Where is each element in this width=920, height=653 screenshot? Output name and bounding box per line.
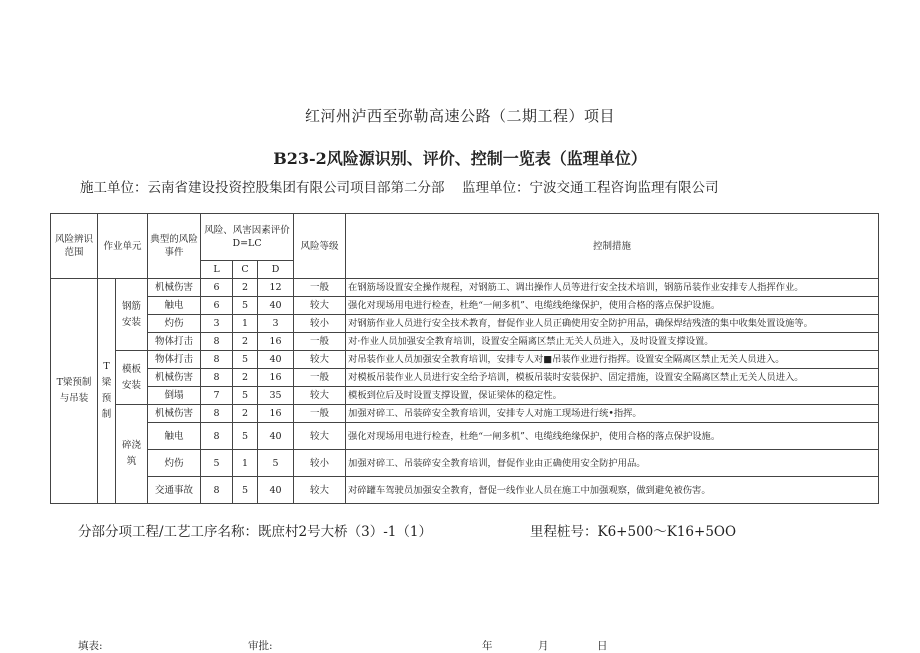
mileage-number: 里程桩号：K6+500～K16+5OO <box>530 524 737 540</box>
l-cell: 3 <box>201 315 233 333</box>
measure-cell: 对钢筋作业人员进行安全技术教育，督促作业人员正确使用安全防护用品，确保焊结残渣的集中收集处置设施等。 <box>346 315 879 333</box>
c-cell: 5 <box>233 297 258 315</box>
d-cell: 35 <box>258 387 294 405</box>
event-cell: 倒塌 <box>148 387 201 405</box>
l-cell: 6 <box>201 297 233 315</box>
d-cell: 12 <box>258 279 294 297</box>
header-level: 风险等级 <box>294 214 346 279</box>
l-cell: 5 <box>201 450 233 477</box>
l-cell: 8 <box>201 333 233 351</box>
table-header-row <box>51 214 879 261</box>
subproject-name: 分部分项工程/工艺工序名称：既庶村2号大桥（3）-1（1） <box>78 524 432 540</box>
l-cell: 7 <box>201 387 233 405</box>
scope-cell: T梁预制与吊装 <box>51 279 98 504</box>
level-cell: 一般 <box>294 279 346 297</box>
measure-cell: 对·作业人员加强安全教育培训，设置安全隔离区禁止无关人员进入，及时设置支撑设置。 <box>346 333 879 351</box>
table-row <box>51 297 879 315</box>
event-cell: 机械伤害 <box>148 405 201 423</box>
c-cell: 5 <box>233 351 258 369</box>
header-event: 典型的风险事件 <box>148 214 201 279</box>
risk-table <box>50 213 879 504</box>
table-row <box>51 450 879 477</box>
table-row <box>51 405 879 423</box>
header-L: L <box>201 261 233 279</box>
level-cell: 较大 <box>294 297 346 315</box>
footer-review-label: 审批: <box>248 640 273 652</box>
d-cell: 16 <box>258 405 294 423</box>
table-row <box>51 369 879 387</box>
level-cell: 较大 <box>294 477 346 504</box>
measure-cell: 强化对现场用电进行检查，杜绝“一闸多机”、电缆线绝缘保护，使用合格的落点保护设施。 <box>346 423 879 450</box>
form-title: B23-2风险源识别、评价、控制一览表（监理单位） <box>273 149 647 168</box>
header-unit: 作业单元 <box>98 214 148 279</box>
level-cell: 较大 <box>294 423 346 450</box>
l-cell: 8 <box>201 405 233 423</box>
measure-cell: 强化对现场用电进行检查，杜绝“一闸多机”、电缆线绝缘保护，使用合格的落点保护设施。 <box>346 297 879 315</box>
event-cell: 机械伤害 <box>148 369 201 387</box>
construction-unit: 施工单位：云南省建设投资控股集团有限公司项目部第二分部 <box>80 180 445 196</box>
table-row <box>51 387 879 405</box>
level-cell: 一般 <box>294 333 346 351</box>
d-cell: 5 <box>258 450 294 477</box>
d-cell: 40 <box>258 351 294 369</box>
measure-cell: 对碎罐车驾驶员加强安全教育，督促一线作业人员在施工中加强观察，做到避免被伤害。 <box>346 477 879 504</box>
measure-cell: 对模板吊装作业人员进行安全给予培训，模板吊装时安装保护、固定措施，设置安全隔离区禁止无关人员进入。 <box>346 369 879 387</box>
header-C: C <box>233 261 258 279</box>
l-cell: 8 <box>201 351 233 369</box>
event-cell: 触电 <box>148 297 201 315</box>
level-cell: 一般 <box>294 405 346 423</box>
c-cell: 5 <box>233 387 258 405</box>
table-row <box>51 351 879 369</box>
footer-year-label: 年 <box>482 640 493 652</box>
event-cell: 物体打击 <box>148 351 201 369</box>
footer-day-label: 日 <box>597 640 608 652</box>
header-scope: 风险辨识范围 <box>51 214 98 279</box>
header-measures: 控制措施 <box>346 214 879 279</box>
l-cell: 8 <box>201 423 233 450</box>
c-cell: 2 <box>233 333 258 351</box>
footer-fill-label: 填表: <box>78 640 103 652</box>
level-cell: 较大 <box>294 351 346 369</box>
group-cell: 碎浇筑 <box>116 405 148 504</box>
table-row <box>51 279 879 297</box>
table-row <box>51 477 879 504</box>
d-cell: 40 <box>258 297 294 315</box>
measure-cell: 模板到位后及时设置支撑设置，保证梁体的稳定性。 <box>346 387 879 405</box>
event-cell: 物体打击 <box>148 333 201 351</box>
d-cell: 40 <box>258 477 294 504</box>
table-row <box>51 423 879 450</box>
project-title: 红河州泸西至弥勒高速公路（二期工程）项目 <box>304 107 615 125</box>
d-cell: 40 <box>258 423 294 450</box>
c-cell: 5 <box>233 477 258 504</box>
c-cell: 2 <box>233 405 258 423</box>
d-cell: 16 <box>258 333 294 351</box>
d-cell: 16 <box>258 369 294 387</box>
measure-cell: 在钢筋场设置安全操作规程，对钢筋工、调出操作人员等进行安全技术培训，钢筋吊装作业安排专人指挥作业。 <box>346 279 879 297</box>
event-cell: 触电 <box>148 423 201 450</box>
event-cell: 灼伤 <box>148 315 201 333</box>
measure-cell: 对吊装作业人员加强安全教育培训，安排专人对■吊装作业进行指挥。设置安全隔离区禁止无关人员进入。 <box>346 351 879 369</box>
l-cell: 8 <box>201 477 233 504</box>
event-cell: 灼伤 <box>148 450 201 477</box>
c-cell: 2 <box>233 369 258 387</box>
unit-main-cell: T梁预制 <box>98 279 116 504</box>
table-row <box>51 333 879 351</box>
supervision-unit: 监理单位：宁波交通工程咨询监理有限公司 <box>462 180 719 196</box>
header-evaluation: 风险、风害因素评价D=LC <box>201 214 294 261</box>
c-cell: 1 <box>233 450 258 477</box>
header-D: D <box>258 261 294 279</box>
group-cell: 钢筋安装 <box>116 279 148 351</box>
level-cell: 一般 <box>294 369 346 387</box>
level-cell: 较小 <box>294 315 346 333</box>
level-cell: 较小 <box>294 450 346 477</box>
c-cell: 1 <box>233 315 258 333</box>
group-cell: 模板安装 <box>116 351 148 405</box>
measure-cell: 加强对碎工、吊装碎安全教育培训，安排专人对施工现场进行统•指挥。 <box>346 405 879 423</box>
event-cell: 机械伤害 <box>148 279 201 297</box>
footer-month-label: 月 <box>538 640 549 652</box>
table-row <box>51 315 879 333</box>
event-cell: 交通事故 <box>148 477 201 504</box>
measure-cell: 加强对碎工、吊装碎安全教育培训，督促作业由正确使用安全防护用品。 <box>346 450 879 477</box>
c-cell: 5 <box>233 423 258 450</box>
l-cell: 6 <box>201 279 233 297</box>
c-cell: 2 <box>233 279 258 297</box>
d-cell: 3 <box>258 315 294 333</box>
l-cell: 8 <box>201 369 233 387</box>
level-cell: 较大 <box>294 387 346 405</box>
